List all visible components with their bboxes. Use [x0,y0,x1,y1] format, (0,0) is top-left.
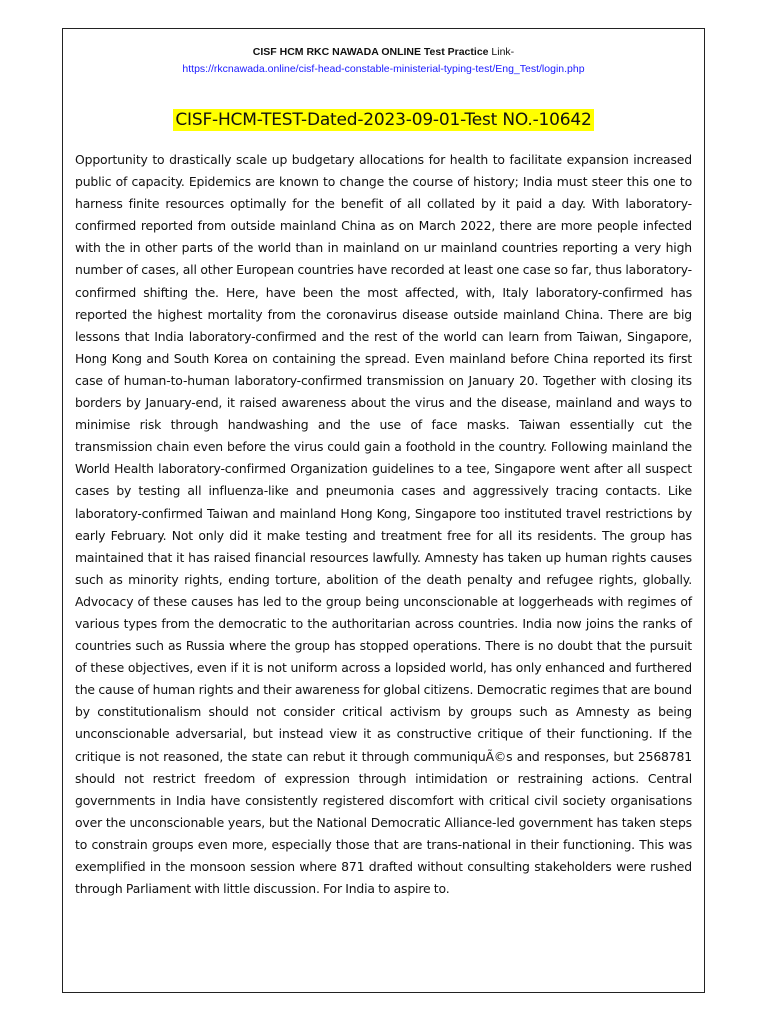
header-link-label: Link- [488,46,515,58]
header-title-line [63,45,704,59]
header-title: CISF HCM RKC NAWADA ONLINE Test Practice [252,46,489,58]
test-login-link[interactable]: https://rkcnawada.online/cisf-head-constable-ministerial-typing-test/Eng_Test/login.php [182,63,585,75]
title-container [63,109,704,131]
document-page [62,28,705,993]
page-header [63,45,704,77]
passage-text: Opportunity to drastically scale up budgetary allocations for health to facilitate expansion increased public of capacity. Epidemics are known to change the course of history; India must steer this one to harness finite resources optimally for the benefit of all collated by it paid a day. With laboratory-confirmed reported from outside mainland China as on March 2022, there are more people infected with the in other parts of the world than in mainland on ur mainland countries reporting a very high number of cases, all other European countries have recorded at least one case so far, thus laboratory-confirmed shifting the. Here, have been the most affected, with, Italy laboratory-confirmed has reported the highest mortality from the coronavirus disease outside mainland China. There are big lessons that India laboratory-confirmed and the rest of the world can learn from Taiwan, Singapore, Hong Kong and South Korea on containing the spread. Even mainland before China reported its first case of human-to-human laboratory-confirmed transmission on January 20. Together with closing its borders by January-end, it raised awareness about the virus and the disease, mainland and ways to minimise risk through handwashing and the use of face masks. Taiwan essentially cut the transmission chain even before the virus could gain a foothold in the country. Following mainland the World Health laboratory-confirmed Organization guidelines to a tee, Singapore went after all suspect cases by testing all influenza-like and pneumonia cases and aggressively tracing contacts. Like laboratory-confirmed Taiwan and mainland Hong Kong, Singapore too instituted travel restrictions by early February. Not only did it make testing and treatment free for all its residents. The group has maintained that it has raised financial resources lawfully. Amnesty has taken up human rights causes such as minority rights, ending torture, abolition of the death penalty and refugee rights, globally. Advocacy of these causes has led to the group being unconscionable at loggerheads with regimes of various types from the democratic to the authoritarian across countries. India now joins the ranks of countries such as Russia where the group has stopped operations. There is no doubt that the pursuit of these objectives, even if it is not uniform across a lopsided world, has only enhanced and furthered the cause of human rights and their awareness for global citizens. Democratic regimes that are bound by constitutionalism should not consider critical activism by groups such as Amnesty as being unconscionable adversarial, but instead view it as constructive critique of their functioning. If the critique is not reasoned, the state can rebut it through communiquÃ©s and responses, but 2568781 should not restrict freedom of expression through intimidation or restraining actions. Central governments in India have consistently registered discomfort with critical civil society organisations over the unconscionable years, but the National Democratic Alliance-led government has taken steps to constrain groups even more, especially those that are trans-national in their functioning. This was exemplified in the monsoon session where 871 drafted without consulting stakeholders were rushed through Parliament with little discussion. For India to aspire to. [75,152,692,897]
test-title: CISF-HCM-TEST-Dated-2023-09-01-Test NO.-10642 [175,110,592,130]
